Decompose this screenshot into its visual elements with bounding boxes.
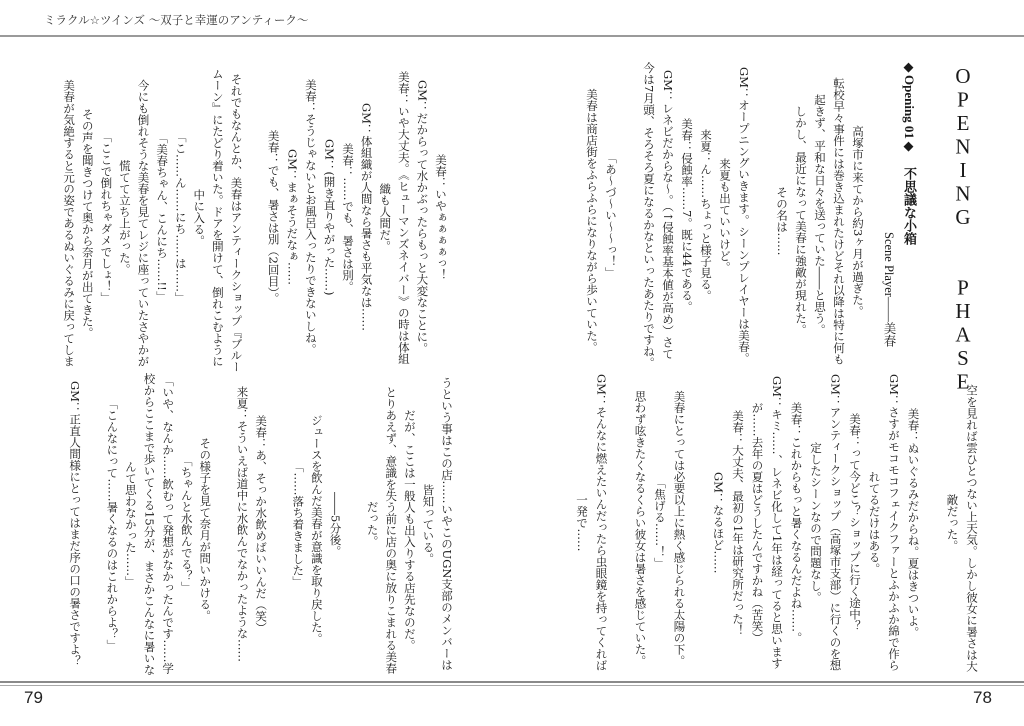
text-line: GM：さすがモコモコフェイクファーとふかふか綿で作ら — [887, 374, 901, 671]
text-line: 美春：そうじゃないとお風呂入ったりできないしね。 — [303, 79, 318, 356]
text-line: GM：(開き直りやがった……) — [322, 139, 337, 296]
footer-rule — [0, 681, 1024, 686]
text-line: 美春が気絶すると元の姿であるぬいぐるみに戻ってしま — [62, 67, 77, 367]
text-line: うという事はこの店……いやこのUGN支部のメンバーは — [440, 377, 454, 671]
text-line: 来夏も出ていいけど。 — [718, 157, 732, 273]
text-line: だが、ここは一般人も出入りする店先なのだ。 — [402, 397, 417, 651]
text-line: GM：オープニングいきます。シーンプレイヤーは美春。 — [737, 66, 751, 364]
text-line: が……去年の夏はどうしたんですかね（苦笑） — [750, 401, 765, 644]
text-line: 「焦げる……！」 — [653, 476, 667, 569]
text-line: 美春：侵蝕率……7。既に44である。 — [680, 117, 694, 313]
blank-line — [210, 373, 229, 675]
blank-line — [616, 62, 635, 368]
text-line: 美春：あ、そっか水飲めばいいんだ（笑） — [254, 414, 269, 634]
text-line: 織も人間だ。 — [378, 182, 393, 252]
text-line: 起きず、平和な日々を送っていた――と思う。 — [813, 94, 827, 336]
text-line: 「あ～づ～い～～っ！」 — [604, 151, 618, 279]
blank-line — [241, 62, 260, 373]
text-line: その名は…… — [775, 174, 789, 256]
text-line: GM：キミ……、レネビ化して1年は経ってると思います — [770, 376, 784, 669]
text-line: んて思わなかった……」 — [123, 460, 138, 588]
text-line: ムーン』にたどり着いた。ドアを開けて、倒れこむように — [210, 67, 225, 367]
text-line: 「ちゃんと水飲んでる？」 — [179, 455, 194, 594]
page-number-left: 79 — [24, 688, 43, 707]
scene-title: ◆Opening 01◆ 不思議な小箱 — [902, 60, 917, 245]
text-line: その様子を見て奈月が問いかける。 — [198, 426, 213, 622]
left-page-bottom-text — [62, 373, 452, 675]
text-line: GM：アンティークショップ（高塚市支部）に行くのを想 — [828, 374, 843, 671]
text-line: その声を聞きつけて奥から奈月が出てきた。 — [80, 96, 95, 338]
page-number-right: 78 — [973, 688, 992, 707]
text-line: GM：なるほど…… — [711, 471, 726, 574]
blank-line — [685, 373, 705, 672]
text-line: 「こんなにって……暑くなるのはこれからよ？」 — [105, 397, 120, 651]
text-line: 美春：大丈夫、最初の1年は研究所だった！ — [731, 409, 745, 636]
text-line: GM：まぁそうだなぁ…… — [285, 149, 300, 286]
text-line: 美春：いやぁぁぁぁっ！ — [434, 154, 448, 281]
text-line: 美春：ぬいぐるみだからね。夏はきついよ。 — [906, 407, 921, 638]
text-line: それでもなんとか、美春はアンティークショップ『ブルー — [229, 62, 244, 373]
text-line: 来夏：ん……ちょっと様子見る。 — [699, 128, 713, 302]
blank-line — [266, 373, 285, 675]
text-line: ジュースを飲んだ美春が意識を取り戻した。 — [309, 403, 324, 645]
text-line: れてるだけはある。 — [867, 470, 882, 575]
text-line: ――5分後。 — [328, 491, 343, 557]
text-line: GM：正直人間様にとってはまだ序の口の暑さですよ？ — [68, 381, 83, 667]
left-page-top-text — [56, 62, 446, 373]
text-line: 美春：いや大丈夫。《ヒューマンズネイバー》の時は体組 — [396, 70, 411, 364]
blank-line — [340, 373, 359, 675]
text-line: 「美春ちゃん、こんにち……!!」 — [155, 132, 170, 303]
text-line: 美春：……でも、暑さは別。 — [341, 142, 356, 292]
blank-line — [749, 62, 768, 368]
phase-title: OPENING PHASE — [951, 64, 975, 393]
text-line: とりあえず、意識を失う前に店の奥に放りこまれる美春 — [384, 374, 399, 674]
text-line: 転校早々事件には巻き込まれたけどそれ以降は特に何も — [832, 65, 846, 365]
text-line: 美春にとっては必要以上に熱く感じられる太陽の下。 — [672, 378, 687, 667]
text-line: 「こ……ん……にち……は……」 — [173, 131, 188, 304]
text-line: GM：そんなに燃えたいんだったら虫眼鏡を持ってくれば — [594, 374, 609, 671]
text-line: 来夏：そういえば道中に水飲んでなかったような…… — [235, 386, 250, 663]
scene-player: Scene Player――美春 — [882, 232, 896, 347]
text-line: 「……落ち着きました」 — [291, 460, 306, 588]
text-line: 美春：でも、暑さは別（2回目）。 — [266, 130, 281, 305]
text-line: 美春：って今どこ？ショップに行く途中？ — [848, 413, 862, 632]
text-line: 思わず呟きたくなるくらい彼女は暑さを感じていた。 — [633, 378, 648, 667]
text-line: 校からここまで歩いてくる15分が、まさかこんなに暑いな — [142, 373, 157, 676]
text-line: 今は7月頭、そろそろ夏になるかなといったあたりですね。 — [642, 62, 656, 369]
text-line: 「いや、なんか……飲むって発想がなかったんです……学 — [161, 374, 176, 674]
text-line: GM：だからって水かぶったらもっと大変なことに。 — [415, 80, 430, 355]
text-line: GM：レネビだからな～。（↑侵蝕率基本値が高め）さて — [661, 70, 675, 360]
blank-line — [607, 373, 627, 672]
text-line: 美春は商店街をふらふらになりながら歩いていた。 — [585, 77, 599, 354]
text-line: 高塚市に来てから約3ヶ月が過ぎた。 — [851, 113, 865, 317]
blank-line — [919, 373, 939, 672]
text-line: しかし、最近になって美春に強敵が現れた。 — [794, 94, 808, 336]
text-line: 今にも倒れそうな美春を見てレジに座っていたさやかが — [136, 67, 151, 367]
text-line: だった。 — [365, 501, 380, 548]
text-line: 皆知っている。 — [421, 483, 436, 565]
right-page-top-text — [578, 62, 863, 368]
text-line: 敵だった。 — [945, 493, 960, 552]
text-line: 「ここで倒れちゃダメでしょ！」 — [99, 131, 114, 304]
text-line: 慌てて立ち上がった。 — [117, 159, 132, 275]
text-line: 中に入る。 — [192, 188, 207, 246]
text-line: 美春：これからもっと暑くなるんだよね……。 — [789, 401, 804, 644]
header-rule — [0, 35, 1024, 37]
text-line: 空を見れば雲ひとつない上天気。しかし彼女に暑さは大 — [965, 373, 979, 672]
text-line: GM：体組織が人間なら暑さも平気なは…… — [359, 103, 374, 332]
blank-line — [80, 373, 99, 675]
running-head: ミラクル☆ツインズ 〜双子と幸運のアンティーク〜 — [44, 13, 309, 27]
text-line: 一発で…… — [575, 493, 589, 552]
right-page-bottom-text — [568, 373, 978, 672]
text-line: 定したシーンなので問題なし。 — [809, 442, 823, 603]
